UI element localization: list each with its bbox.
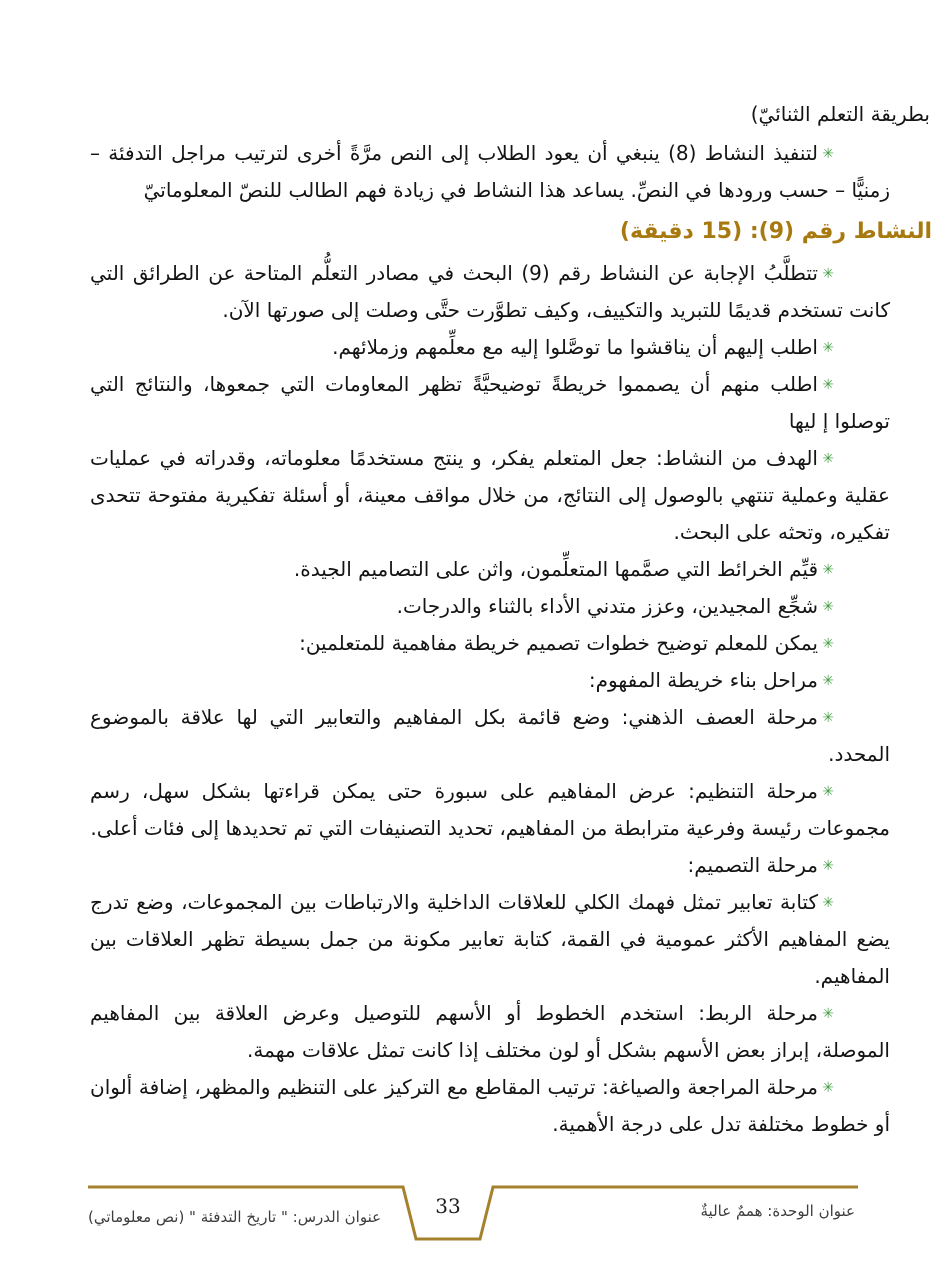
list-item xyxy=(90,1069,890,1143)
bullet-asterisk-icon: ✳ xyxy=(822,636,834,652)
footer-lesson-title: عنوان الدرس: " تاريخ التدفئة " (نص معلوماتي) xyxy=(88,1208,382,1226)
list-item xyxy=(90,135,890,209)
list-item-text: كتابة تعابير تمثل فهمك الكلي للعلاقات الداخلية والارتباطات بين المجموعات، وضع تدرج يضع المفاهيم الأكثر عمومية في القمة، كتابة تعابير مكونة من جمل بسيطة تظهر العلاقات بين المفاهيم. xyxy=(90,890,890,988)
list-item-text: الهدف من النشاط: جعل المتعلم يفكر، و ينتج مستخدمًا معلوماته، وقدراته في عمليات عقلية وعملية تنتهي بالوصول إلى النتائج، من خلال مواقف معينة، أو أسئلة تفكيرية مفتوحة تتحدى تفكيره، وتحثه على البحث. xyxy=(90,446,890,544)
list-item xyxy=(90,329,890,366)
list-item-text: شجِّع المجيدين، وعزز متدني الأداء بالثناء والدرجات. xyxy=(396,594,818,618)
bullet-asterisk-icon: ✳ xyxy=(822,562,834,578)
page-content xyxy=(90,96,932,1143)
list-item-text: مرحلة التنظيم: عرض المفاهيم على سبورة حتى يمكن قراءتها بشكل سهل، رسم مجموعات رئيسة وفرعية مترابطة من المفاهيم، تحديد التصنيفات التي تم تحديدها إلى فئات أعلى. xyxy=(90,779,890,840)
bullet-asterisk-icon: ✳ xyxy=(822,377,834,393)
list-item xyxy=(90,255,890,329)
bullet-asterisk-icon: ✳ xyxy=(822,146,834,162)
bullet-asterisk-icon: ✳ xyxy=(822,266,834,282)
activity-heading: النشاط رقم (9): (15 دقيقة) xyxy=(619,219,932,244)
footer-rule xyxy=(88,1184,858,1248)
bullet-asterisk-icon: ✳ xyxy=(822,340,834,356)
list-item-text: مرحلة المراجعة والصياغة: ترتيب المقاطع مع التركيز على التنظيم والمظهر، إضافة ألوان أو خطوط مختلفة تدل على درجة الأهمية. xyxy=(90,1075,890,1136)
list-item xyxy=(90,847,890,884)
bullet-asterisk-icon: ✳ xyxy=(822,710,834,726)
list-item xyxy=(90,588,890,625)
list-item-text: تتطلَّبُ الإجابة عن النشاط رقم (9) البحث في مصادر التعلُّم المتاحة عن الطرائق التي كانت تستخدم قديمًا للتبريد والتكييف، وكيف تطوَّرت حتَّى وصلت إلى صورتها الآن. xyxy=(90,261,890,322)
footer-unit-title: عنوان الوحدة: هممٌ عاليةٌ xyxy=(700,1202,855,1220)
bullet-asterisk-icon: ✳ xyxy=(822,858,834,874)
list-item-text: قيِّم الخرائط التي صمَّمها المتعلِّمون، واثن على التصاميم الجيدة. xyxy=(293,557,818,581)
bullet-asterisk-icon: ✳ xyxy=(822,599,834,615)
bullet-asterisk-icon: ✳ xyxy=(822,673,834,689)
bullet-asterisk-icon: ✳ xyxy=(822,1006,834,1022)
list-item-text: يمكن للمعلم توضيح خطوات تصميم خريطة مفاهمية للمتعلمين: xyxy=(299,631,818,655)
list-item xyxy=(90,699,890,773)
list-item-text: اطلب إليهم أن يناقشوا ما توصَّلوا إليه مع معلِّمهم وزملائهم. xyxy=(332,335,818,359)
list-item-text: مرحلة التصميم: xyxy=(687,853,818,877)
list-item-text: مرحلة الربط: استخدم الخطوط أو الأسهم للتوصيل وعرض العلاقة بين المفاهيم الموصلة، إبراز بعض الأسهم بشكل أو لون مختلف إذا كانت تمثل علاقات مهمة. xyxy=(90,1001,890,1062)
list-item xyxy=(90,884,890,995)
list-item xyxy=(90,551,890,588)
list-item-text: اطلب منهم أن يصمموا خريطةً توضيحيَّةً تظهر المعاومات التي جمعوها، والنتائج التي توصلوا إ ليها xyxy=(90,372,890,433)
bullet-asterisk-icon: ✳ xyxy=(822,784,834,800)
list-item-text: مراحل بناء خريطة المفهوم: xyxy=(588,668,818,692)
bullet-asterisk-icon: ✳ xyxy=(822,451,834,467)
list-item xyxy=(90,773,890,847)
list-item-text: مرحلة العصف الذهني: وضع قائمة بكل المفاهيم والتعابير التي لها علاقة بالموضوع المحدد. xyxy=(90,705,890,766)
bullet-asterisk-icon: ✳ xyxy=(822,1080,834,1096)
bullet-asterisk-icon: ✳ xyxy=(822,895,834,911)
list-item xyxy=(90,995,890,1069)
continuation-line: بطريقة التعلم الثنائيّ) xyxy=(750,102,930,126)
list-item xyxy=(90,366,890,440)
list-item xyxy=(90,440,890,551)
page-number: 33 xyxy=(435,1194,461,1218)
list-item xyxy=(90,662,890,699)
list-item-text: لتنفيذ النشاط (8) ينبغي أن يعود الطلاب إلى النص مرَّةً أخرى لترتيب مراجل التدفئة – زمنيًّا – حسب ورودها في النصِّ. يساعد هذا النشاط في زيادة فهم الطالب للنصّ المعلوماتيّ xyxy=(90,141,890,202)
list-item xyxy=(90,625,890,662)
